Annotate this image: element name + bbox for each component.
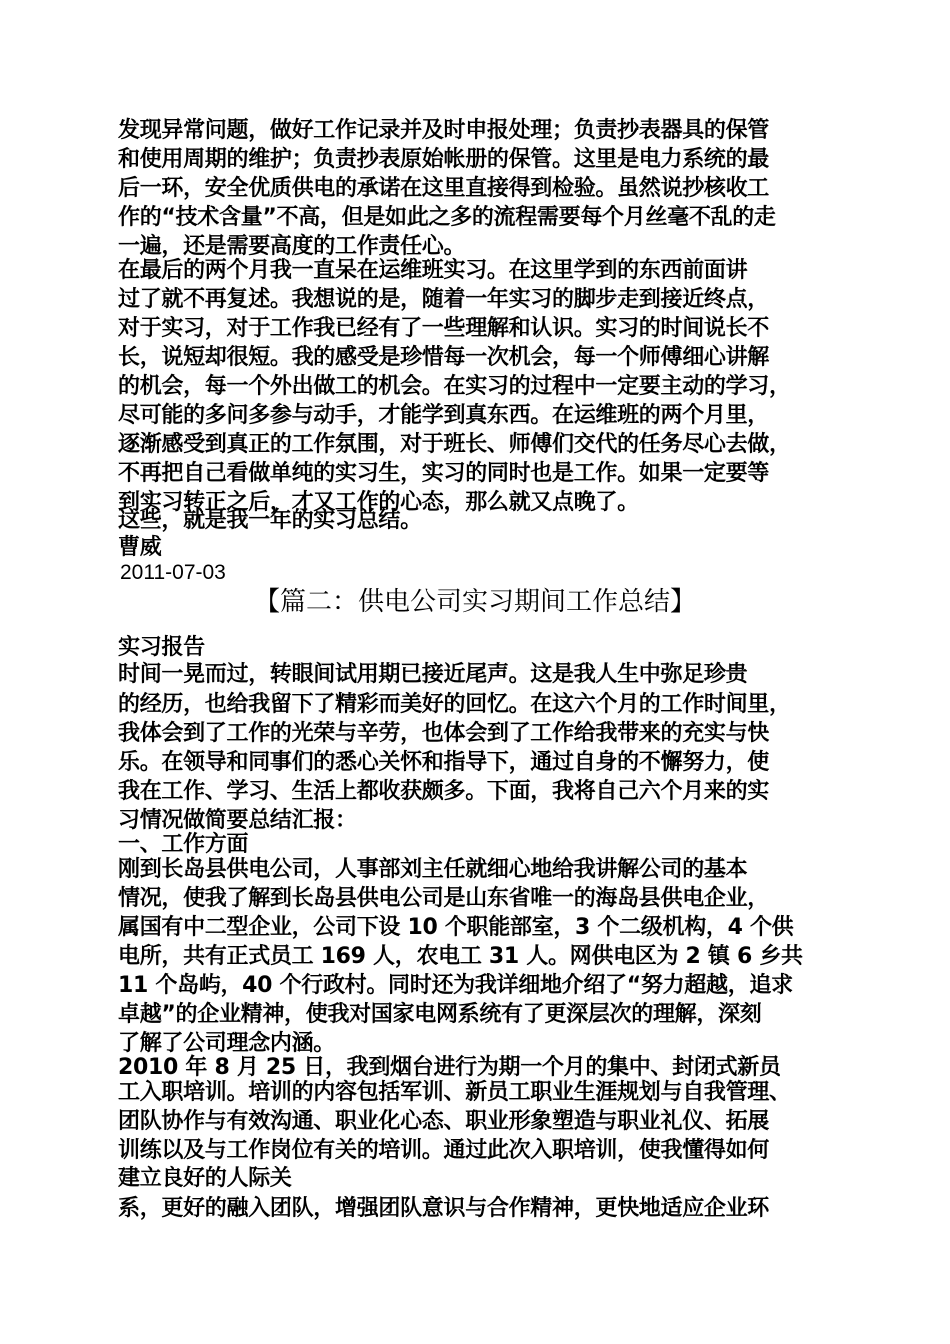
subheading-report: 实习报告 <box>118 635 205 660</box>
text-line: 作的“技术含量”不高，但是如此之多的流程需要每个月丝毫不乱的走 <box>118 205 776 230</box>
date: 2011-07-03 <box>120 561 226 584</box>
text-line: 长，说短却很短。我的感受是珍惜每一次机会，每一个师傅细心讲解 <box>118 345 770 370</box>
text-line: 一遍，还是需要高度的工作责任心。 <box>118 234 466 259</box>
text-line: 了解了公司理念内涵。 <box>118 1031 336 1056</box>
text-line: 习情况做简要总结汇报： <box>118 808 357 833</box>
text-line: 建立良好的人际关 <box>118 1166 292 1191</box>
text-line: 刚到长岛县供电公司，人事部刘主任就细心地给我讲解公司的基本 <box>118 857 748 882</box>
text-line: 训练以及与工作岗位有关的培训。通过此次入职培训，使我懂得如何 <box>118 1138 770 1163</box>
text-line: 电所，共有正式员工 169 人，农电工 31 人。网供电区为 2 镇 6 乡共 <box>118 944 803 969</box>
text-line: 不再把自己看做单纯的实习生，实习的同时也是工作。如果一定要等 <box>118 461 770 486</box>
text-line: 我在工作、学习、生活上都收获颇多。下面，我将自己六个月来的实 <box>118 779 770 804</box>
text-line: 到实习转正之后，才又工作的心态，那么就又点晚了。 <box>118 490 639 515</box>
text-line: 过了就不再复述。我想说的是，随着一年实习的脚步走到接近终点， <box>118 287 770 312</box>
text-line: 属国有中二型企业，公司下设 10 个职能部室，3 个二级机构，4 个供 <box>118 915 794 940</box>
section-heading: 【篇二：供电公司实习期间工作总结】 <box>253 587 696 617</box>
text-line: 的经历，也给我留下了精彩而美好的回忆。在这六个月的工作时间里， <box>118 692 791 717</box>
text-line: 卓越”的企业精神，使我对国家电网系统有了更深层次的理解，深刻 <box>118 1002 762 1027</box>
text-line: 这些，就是我一年的实习总结。 <box>118 508 422 533</box>
text-line: 逐渐感受到真正的工作氛围，对于班长、师傅们交代的任务尽心去做， <box>118 432 791 457</box>
text-line: 2010 年 8 月 25 日，我到烟台进行为期一个月的集中、封闭式新员 <box>118 1055 781 1080</box>
text-line: 发现异常问题，做好工作记录并及时申报处理；负责抄表器具的保管 <box>118 118 770 143</box>
text-line: 对于实习，对于工作我已经有了一些理解和认识。实习的时间说长不 <box>118 316 770 341</box>
text-line: 团队协作与有效沟通、职业化心态、职业形象塑造与职业礼仪、拓展 <box>118 1109 770 1134</box>
text-line: 系，更好的融入团队，增强团队意识与合作精神，更快地适应企业环 <box>118 1196 770 1221</box>
text-line: 11 个岛屿，40 个行政村。同时还为我详细地介绍了“努力超越，追求 <box>118 973 793 998</box>
text-line: 在最后的两个月我一直呆在运维班实习。在这里学到的东西前面讲 <box>118 258 748 283</box>
subheading-work: 一、工作方面 <box>118 832 249 857</box>
text-line: 情况，使我了解到长岛县供电公司是山东省唯一的海岛县供电企业， <box>118 886 770 911</box>
text-line: 工入职培训。培训的内容包括军训、新员工职业生涯规划与自我管理、 <box>118 1080 791 1105</box>
author-name: 曹威 <box>118 535 162 560</box>
text-line: 的机会，每一个外出做工的机会。在实习的过程中一定要主动的学习， <box>118 374 791 399</box>
text-line: 时间一晃而过，转眼间试用期已接近尾声。这是我人生中弥足珍贵 <box>118 662 748 687</box>
text-line: 乐。在领导和同事们的悉心关怀和指导下，通过自身的不懈努力，使 <box>118 750 770 775</box>
text-line: 后一环，安全优质供电的承诺在这里直接得到检验。虽然说抄核收工 <box>118 176 770 201</box>
text-line: 尽可能的多问多参与动手，才能学到真东西。在运维班的两个月里， <box>118 403 770 428</box>
text-line: 我体会到了工作的光荣与辛劳，也体会到了工作给我带来的充实与快 <box>118 721 770 746</box>
text-line: 和使用周期的维护；负责抄表原始帐册的保管。这里是电力系统的最 <box>118 147 770 172</box>
